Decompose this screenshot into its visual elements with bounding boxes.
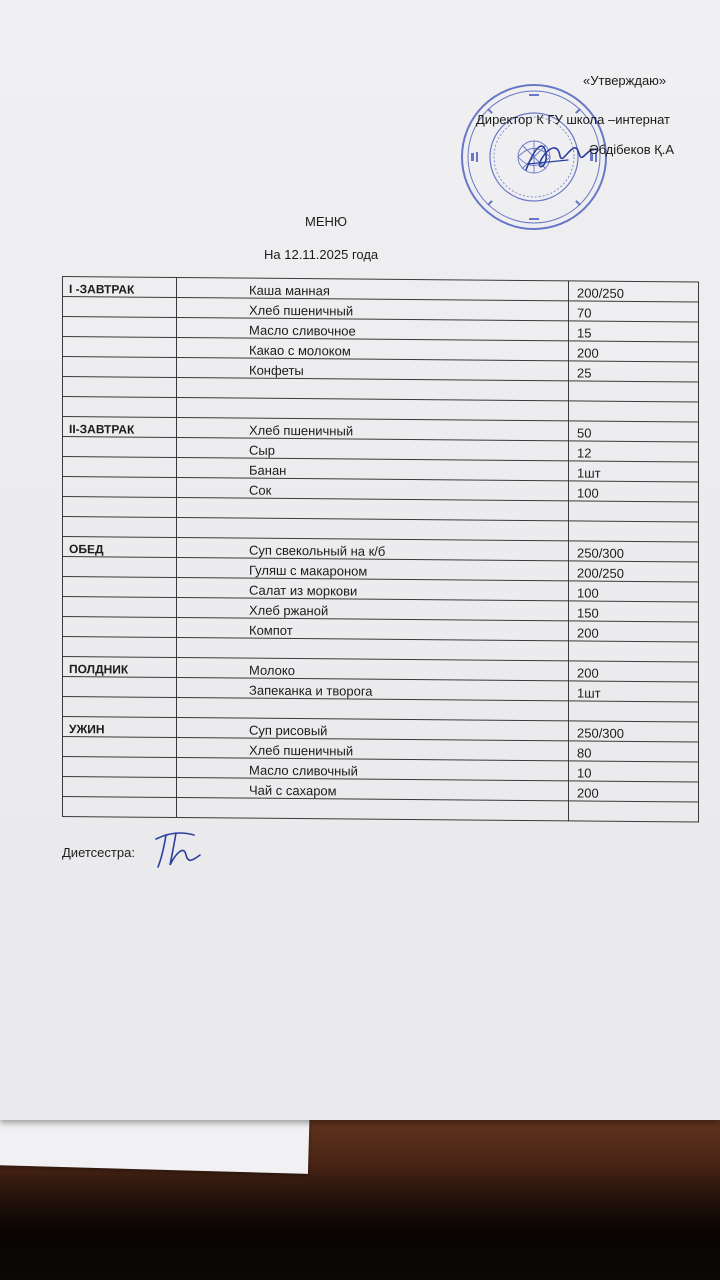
dietsister-label: Диетсестра: — [62, 845, 135, 860]
director-title: Директор К ГУ школа –интернат — [476, 112, 670, 127]
dish-cell: Какао с молоком — [177, 337, 569, 360]
meal-cell — [63, 337, 177, 358]
page-title: МЕНЮ — [305, 214, 348, 229]
qty-cell — [569, 801, 699, 822]
menu-table-body — [63, 277, 699, 823]
qty-cell: 250/300 — [569, 541, 699, 562]
dish-cell: Суп свекольный на к/б — [177, 537, 569, 560]
meal-cell — [63, 617, 177, 638]
dish-cell — [177, 797, 569, 820]
meal-cell: ПОЛДНИК — [63, 657, 177, 678]
qty-cell — [569, 641, 699, 662]
qty-cell: 25 — [569, 361, 699, 382]
dish-cell: Гуляш с макароном — [177, 557, 569, 580]
qty-cell: 200 — [569, 661, 699, 682]
meal-cell — [63, 757, 177, 778]
dish-cell: Хлеб пшеничный — [177, 737, 569, 760]
meal-cell — [63, 317, 177, 338]
dish-cell: Сыр — [177, 437, 569, 460]
meal-cell — [63, 557, 177, 578]
dish-cell: Хлеб пшеничный — [177, 297, 569, 320]
dish-cell: Чай с сахаром — [177, 777, 569, 800]
dish-cell: Хлеб ржаной — [177, 597, 569, 620]
dish-cell: Запеканка и творога — [177, 677, 569, 700]
meal-cell: ОБЕД — [63, 537, 177, 558]
dish-cell: Молоко — [177, 657, 569, 680]
qty-cell — [569, 701, 699, 722]
meal-cell — [63, 577, 177, 598]
qty-cell: 10 — [569, 761, 699, 782]
dish-cell: Банан — [177, 457, 569, 480]
qty-cell: 1шт — [569, 461, 699, 482]
qty-cell: 15 — [569, 321, 699, 342]
qty-cell: 1шт — [569, 681, 699, 702]
qty-cell — [569, 501, 699, 522]
qty-cell: 250/300 — [569, 721, 699, 742]
meal-cell — [63, 797, 177, 818]
meal-cell — [63, 357, 177, 378]
dish-cell: Компот — [177, 617, 569, 640]
meal-cell — [63, 737, 177, 758]
meal-cell — [63, 377, 177, 398]
dish-cell: Хлеб пшеничный — [177, 417, 569, 440]
meal-cell — [63, 517, 177, 538]
meal-cell — [63, 697, 177, 718]
qty-cell: 200/250 — [569, 561, 699, 582]
qty-cell — [569, 381, 699, 402]
meal-cell — [63, 437, 177, 458]
meal-cell — [63, 677, 177, 698]
qty-cell: 80 — [569, 741, 699, 762]
director-name: Әбдібеков Қ.А — [589, 142, 675, 157]
dish-cell: Салат из моркови — [177, 577, 569, 600]
dish-cell: Каша манная — [177, 277, 569, 300]
menu-table — [62, 276, 699, 823]
meal-cell — [63, 457, 177, 478]
qty-cell — [569, 401, 699, 422]
meal-cell: I -ЗАВТРАК — [63, 277, 177, 298]
menu-date: На 12.11.2025 года — [264, 247, 379, 262]
meal-cell — [63, 477, 177, 498]
qty-cell: 70 — [569, 301, 699, 322]
qty-cell: 100 — [569, 481, 699, 502]
qty-cell — [569, 521, 699, 542]
qty-cell: 200/250 — [569, 281, 699, 302]
dietsister-signature — [150, 825, 205, 873]
approval-label: «Утверждаю» — [583, 73, 667, 88]
meal-cell — [63, 397, 177, 418]
qty-cell: 200 — [569, 341, 699, 362]
qty-cell: 200 — [569, 621, 699, 642]
qty-cell: 12 — [569, 441, 699, 462]
meal-cell — [63, 497, 177, 518]
dish-cell: Сок — [177, 477, 569, 500]
dish-cell: Суп рисовый — [177, 717, 569, 740]
menu-row — [63, 797, 699, 823]
qty-cell: 100 — [569, 581, 699, 602]
dish-cell: Конфеты — [177, 357, 569, 380]
qty-cell: 150 — [569, 601, 699, 622]
meal-cell — [63, 637, 177, 658]
qty-cell: 200 — [569, 781, 699, 802]
floor-shadow — [0, 1165, 720, 1280]
meal-cell: УЖИН — [63, 717, 177, 738]
qty-cell: 50 — [569, 421, 699, 442]
meal-cell — [63, 777, 177, 798]
meal-cell — [63, 297, 177, 318]
dish-cell: Масло сливочный — [177, 757, 569, 780]
meal-cell: II-ЗАВТРАК — [63, 417, 177, 438]
dish-cell: Масло сливочное — [177, 317, 569, 340]
meal-cell — [63, 597, 177, 618]
